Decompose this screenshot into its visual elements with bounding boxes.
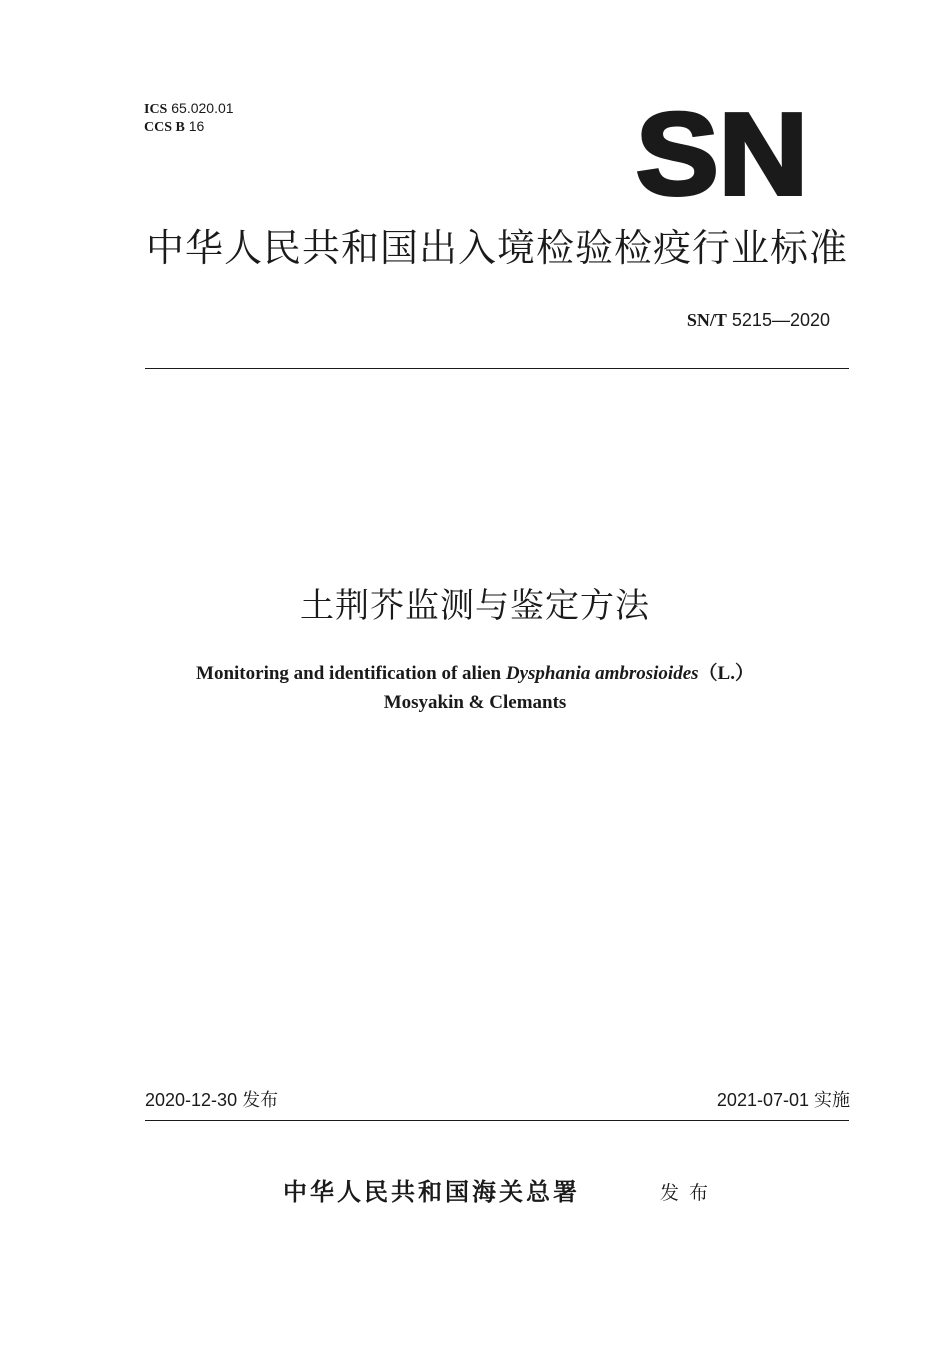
issue-date: 2020-12-30 发布: [145, 1090, 279, 1110]
issue-label: 发布: [660, 1183, 719, 1204]
ccs-label: CCS B: [144, 120, 185, 135]
standard-number-prefix: SN/T: [686, 310, 727, 330]
bottom-divider: [145, 1120, 849, 1121]
ccs-value: 16: [188, 118, 205, 134]
standard-category-title: 中华人民共和国出入境检验检疫行业标准: [146, 228, 849, 270]
standard-number-value: 5215—2020: [731, 310, 830, 330]
english-title-line-1: [0, 661, 950, 687]
author-abbrev: （L.）: [698, 663, 754, 684]
issuing-authority: 中华人民共和国海关总署: [283, 1177, 580, 1206]
ics-value: 65.020.01: [171, 100, 234, 116]
ccs-code: [144, 118, 234, 136]
species-name: Dysphania ambrosioides: [505, 663, 699, 684]
sn-logo: [634, 104, 810, 202]
standard-number: [687, 309, 830, 331]
implementation-date: 2021-07-01 实施: [716, 1090, 850, 1110]
english-title-text: Monitoring and identification of alien: [196, 663, 506, 684]
english-title-line-2: Mosyakin & Clemants: [383, 692, 567, 713]
ics-label: ICS: [144, 102, 168, 117]
chinese-title: 土荆芥监测与鉴定方法: [300, 587, 650, 625]
ics-code: [144, 100, 234, 118]
classification-codes: [144, 100, 234, 136]
top-divider: [145, 368, 849, 369]
sn-logo-text: SN: [636, 104, 808, 202]
